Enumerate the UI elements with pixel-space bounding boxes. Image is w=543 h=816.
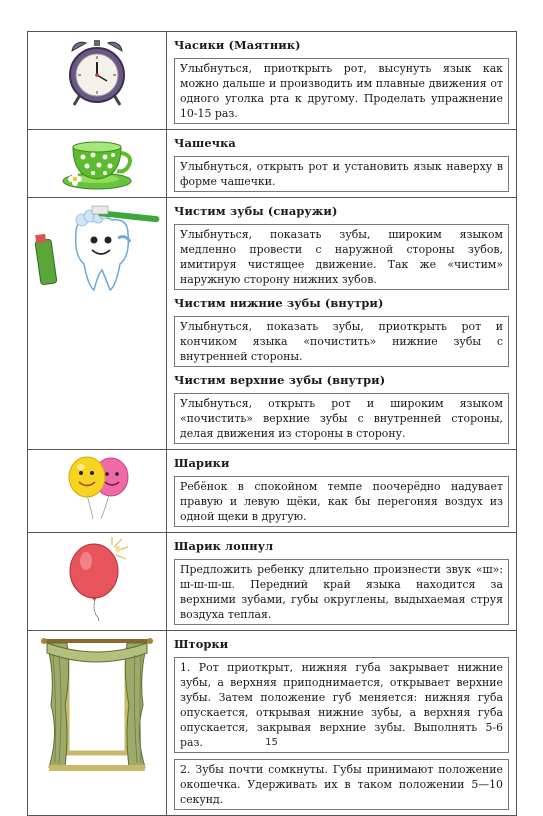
exercise-description: Улыбнуться, открыть рот и установить язык наверху в форме чашечки. — [174, 156, 509, 192]
exercise-title: Шарики — [174, 456, 230, 470]
exercise-title: Чистим зубы (снаружи) — [174, 204, 338, 218]
exercise-description: Ребёнок в спокойном темпе поочерёдно надувает правую и левую щёки, как бы перегоняя воздух из одной щеки в другую. — [174, 476, 509, 527]
clock-icon — [62, 37, 132, 109]
exercise-description: Предложить ребенку длительно произнести звук «ш»: ш-ш-ш-ш. Передний край языка находится за верхними зубами, губы округлены, выдыхаемая струя воздуха теплая. — [174, 559, 509, 625]
exercise-title: Шарик лопнул — [174, 539, 274, 553]
exercise-row-curtains — [28, 631, 517, 816]
exercise-title: Часики (Маятник) — [174, 38, 301, 52]
balloons-cell — [28, 450, 167, 533]
exercise-row-balloons — [28, 450, 517, 533]
tooth-cell — [28, 198, 167, 450]
popped-balloon-icon — [62, 537, 132, 621]
popped-balloon-cell — [28, 533, 167, 631]
exercise-title: Шторки — [174, 637, 229, 651]
exercise-description: 2. Зубы почти сомкнуты. Губы принимают положение окошечка. Удерживать их в таком положении 5—10 секунд. — [174, 759, 509, 810]
exercise-description: Улыбнуться, приоткрыть рот, высунуть язык как можно дальше и производить им плавные движения от одного уголка рта к другому. Проделать упражнение 10-15 раз. — [174, 58, 509, 124]
popped-balloon-text-cell — [167, 533, 517, 631]
exercise-row-popped-balloon — [28, 533, 517, 631]
curtains-cell — [28, 631, 167, 816]
cup-icon — [59, 135, 135, 191]
exercise-description: Улыбнуться, показать зубы, приоткрыть рот и кончиком языка «почистить» нижние зубы с внутренней стороны. — [174, 316, 509, 367]
exercise-row-teeth — [28, 198, 517, 450]
balloons-icon — [57, 455, 137, 521]
exercise-title: Чистим нижние зубы (внутри) — [174, 296, 384, 310]
cup-text-cell — [167, 130, 517, 198]
exercise-row-cup — [28, 130, 517, 198]
teeth-text-cell — [167, 198, 517, 450]
curtains-text-cell — [167, 631, 517, 816]
exercise-description: 1. Рот приоткрыт, нижняя губа закрывает нижние зубы, а верхняя приподнимается, открывает верхние зубы. Затем положение губ меняется: нижняя губа опускается, открывая нижние зубы, а верхняя губа опускается, закрывая верхние зубы. Выполнять 5-6 раз. — [174, 657, 509, 753]
page-number: 15 — [265, 737, 278, 748]
exercise-description: Улыбнуться, открыть рот и широким языком «почистить» верхние зубы с внутренней стороны, делая движения из стороны в сторону. — [174, 393, 509, 444]
curtains-icon — [41, 635, 153, 775]
tooth-brush-icon — [32, 204, 162, 304]
exercise-row-clock — [28, 32, 517, 130]
exercise-title: Чистим верхние зубы (внутри) — [174, 373, 386, 387]
exercise-description: Улыбнуться, показать зубы, широким языком медленно провести с наружной стороны зубов, имитируя чистящее движение. Так же «чистим» наружную сторону нижних зубов. — [174, 224, 509, 290]
exercise-page — [27, 31, 517, 816]
cup-cell — [28, 130, 167, 198]
exercise-table — [27, 31, 517, 816]
exercise-title: Чашечка — [174, 136, 236, 150]
clock-text-cell — [167, 32, 517, 130]
balloons-text-cell — [167, 450, 517, 533]
clock-cell — [28, 32, 167, 130]
